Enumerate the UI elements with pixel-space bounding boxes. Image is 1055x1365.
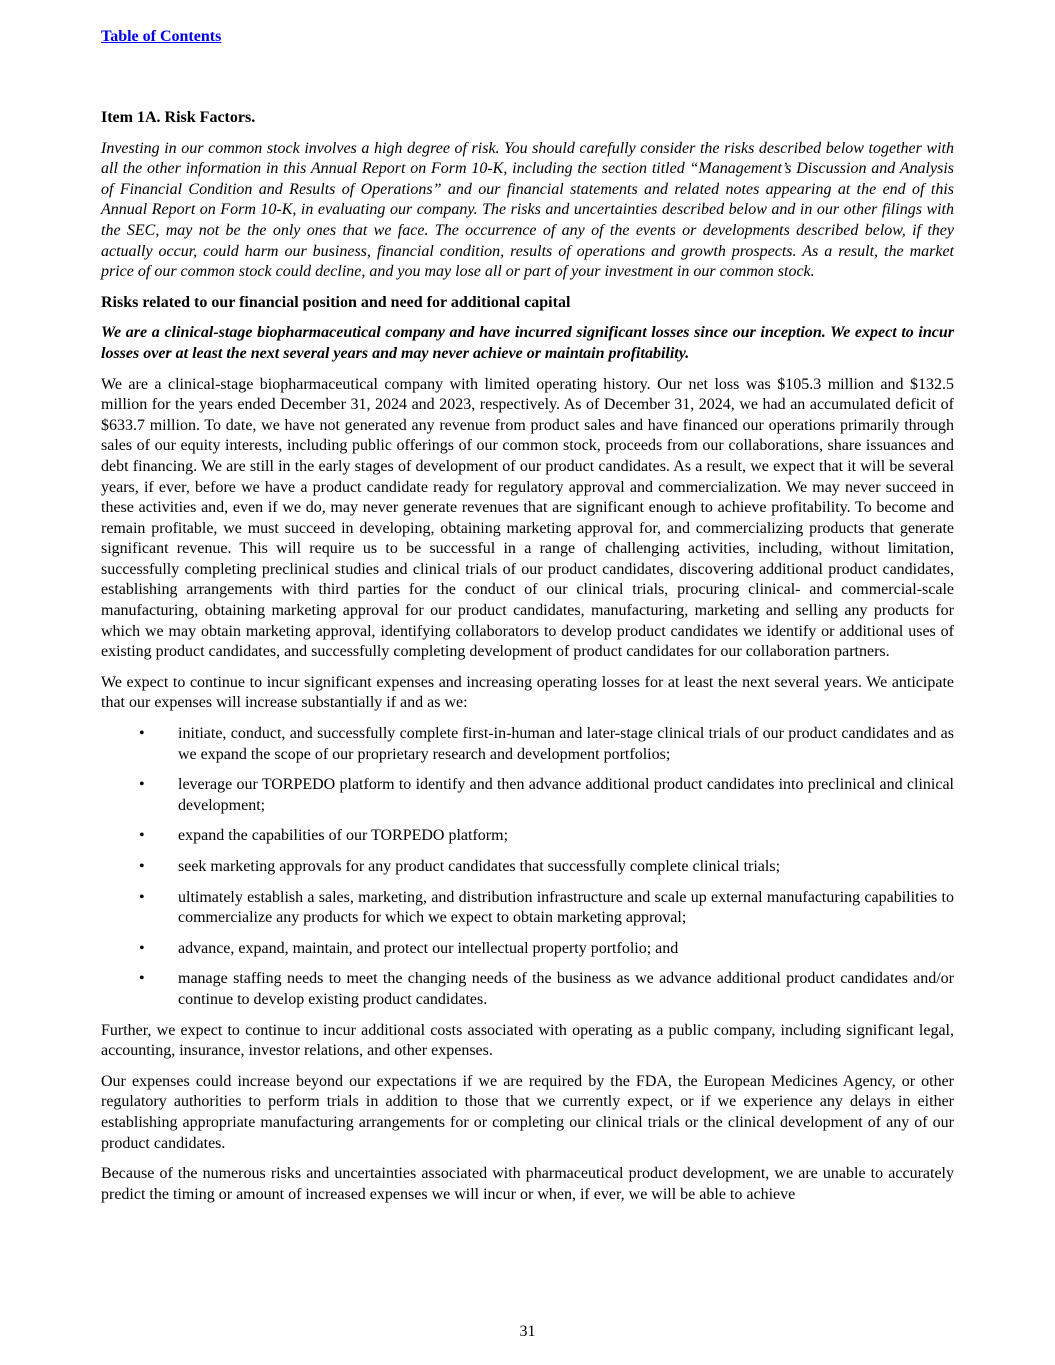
bullet-icon: • — [139, 888, 145, 906]
table-of-contents-link[interactable]: Table of Contents — [101, 28, 222, 45]
list-item-text: expand the capabilities of our TORPEDO platform; — [178, 827, 509, 845]
list-item — [101, 775, 954, 816]
list-item-text: manage staffing needs to meet the changing needs of the business as we advance additional product candidates and/or continue to develop existing product candidates. — [178, 970, 954, 1008]
list-item-text: advance, expand, maintain, and protect our intellectual property portfolio; and — [178, 939, 679, 957]
section-heading: Risks related to our financial position and need for additional capital — [101, 293, 571, 311]
list-item — [101, 857, 954, 878]
item-heading: Item 1A. Risk Factors. — [101, 109, 256, 126]
bullet-icon: • — [139, 725, 145, 743]
list-item-text: seek marketing approvals for any product candidates that successfully complete clinical trials; — [178, 858, 781, 875]
body-paragraph-3: Further, we expect to continue to incur additional costs associated with operating as a public company, including significant legal, accounting, insurance, investor relations, and other expenses. — [101, 1021, 954, 1060]
document-body — [101, 108, 954, 1215]
list-item — [101, 826, 954, 847]
list-item — [101, 969, 954, 1010]
list-item-text: initiate, conduct, and successfully complete first-in-human and later-stage clinical trials of our product candidates and as we expand the scope of our proprietary research and development portfolios; — [178, 725, 954, 763]
list-item — [101, 888, 954, 929]
bullet-icon: • — [139, 939, 145, 957]
list-item-text: ultimately establish a sales, marketing, and distribution infrastructure and scale up external manufacturing capabilities to commercialize any products for which we expect to obtain marketing approval; — [178, 888, 954, 927]
body-paragraph-1: We are a clinical-stage biopharmaceutical company with limited operating history. Our net loss was $105.3 million and $132.5 million for the years ended December 31, 2024 and 2023, respectively. As of December 31, 2024, we had an accumulated deficit of $633.7 million. To date, we have not generated any revenue from product sales and have financed our operations primarily through sales of our equity interests, including public offerings of our common stock, proceeds from our collaborations, share issuances and debt financing. We are still in the early stages of development of our product candidates. As a result, we expect that it will be several years, if ever, before we have a product candidate ready for regulatory approval and commercialization. We may never succeed in these activities and, even if we do, may never generate revenues that are significant enough to achieve profitability. To become and remain profitable, we must succeed in developing, obtaining marketing approval for, and commercializing products that generate significant revenue. This will require us to be successful in a range of challenging activities, including, without limitation, successfully completing preclinical studies and clinical trials of our product candidates, discovering additional product candidates, establishing arrangements with third parties for the conduct of our clinical trials, procuring clinical- and commercial-scale manufacturing, obtaining marketing approval for our product candidates, manufacturing, marketing and selling any products for which we may obtain marketing approval, identifying collaborators to develop product candidates we identify or additional uses of existing product candidates, and successfully completing development of product candidates for our collaboration partners. — [101, 375, 954, 661]
bullet-icon: • — [139, 858, 145, 875]
bullet-icon: • — [139, 827, 145, 845]
expense-bullet-list — [101, 724, 954, 1011]
body-paragraph-5: Because of the numerous risks and uncertainties associated with pharmaceutical product development, we are unable to accurately predict the timing or amount of increased expenses we will incur or when, if ever, we will be able to achieve — [101, 1165, 954, 1203]
intro-paragraph: Investing in our common stock involves a high degree of risk. You should carefully consider the risks described below together with all the other information in this Annual Report on Form 10-K, including the section titled “Management’s Discussion and Analysis of Financial Condition and Results of Operations” and our financial statements and related notes appearing at the end of this Annual Report on Form 10-K, in evaluating our company. The risks and uncertainties described below and in our other filings with the SEC, may not be the only ones that we face. The occurrence of any of the events or developments described below, if they actually occur, could harm our business, financial condition, results of operations and growth prospects. As a result, the market price of our common stock could decline, and you may lose all or part of your investment in our common stock. — [101, 139, 954, 281]
list-item — [101, 939, 954, 960]
list-item — [101, 724, 954, 765]
body-paragraph-2: We expect to continue to incur significant expenses and increasing operating losses for at least the next several years. We anticipate that our expenses will increase substantially if and as we: — [101, 673, 954, 712]
bullet-icon: • — [139, 970, 145, 988]
risk-title: We are a clinical-stage biopharmaceutical company and have incurred significant losses since our inception. We expect to incur losses over at least the next several years and may never achieve or maintain profitability. — [101, 324, 954, 362]
page-number: 31 — [519, 1323, 536, 1340]
bullet-icon: • — [139, 776, 145, 794]
body-paragraph-4: Our expenses could increase beyond our expectations if we are required by the FDA, the European Medicines Agency, or other regulatory authorities to perform trials in addition to those that we currently expect, or if we experience any delays in either establishing appropriate manufacturing arrangements for or completing our clinical trials or the clinical development of any of our product candidates. — [101, 1072, 954, 1152]
list-item-text: leverage our TORPEDO platform to identify and then advance additional product candidates into preclinical and clinical development; — [178, 776, 954, 814]
